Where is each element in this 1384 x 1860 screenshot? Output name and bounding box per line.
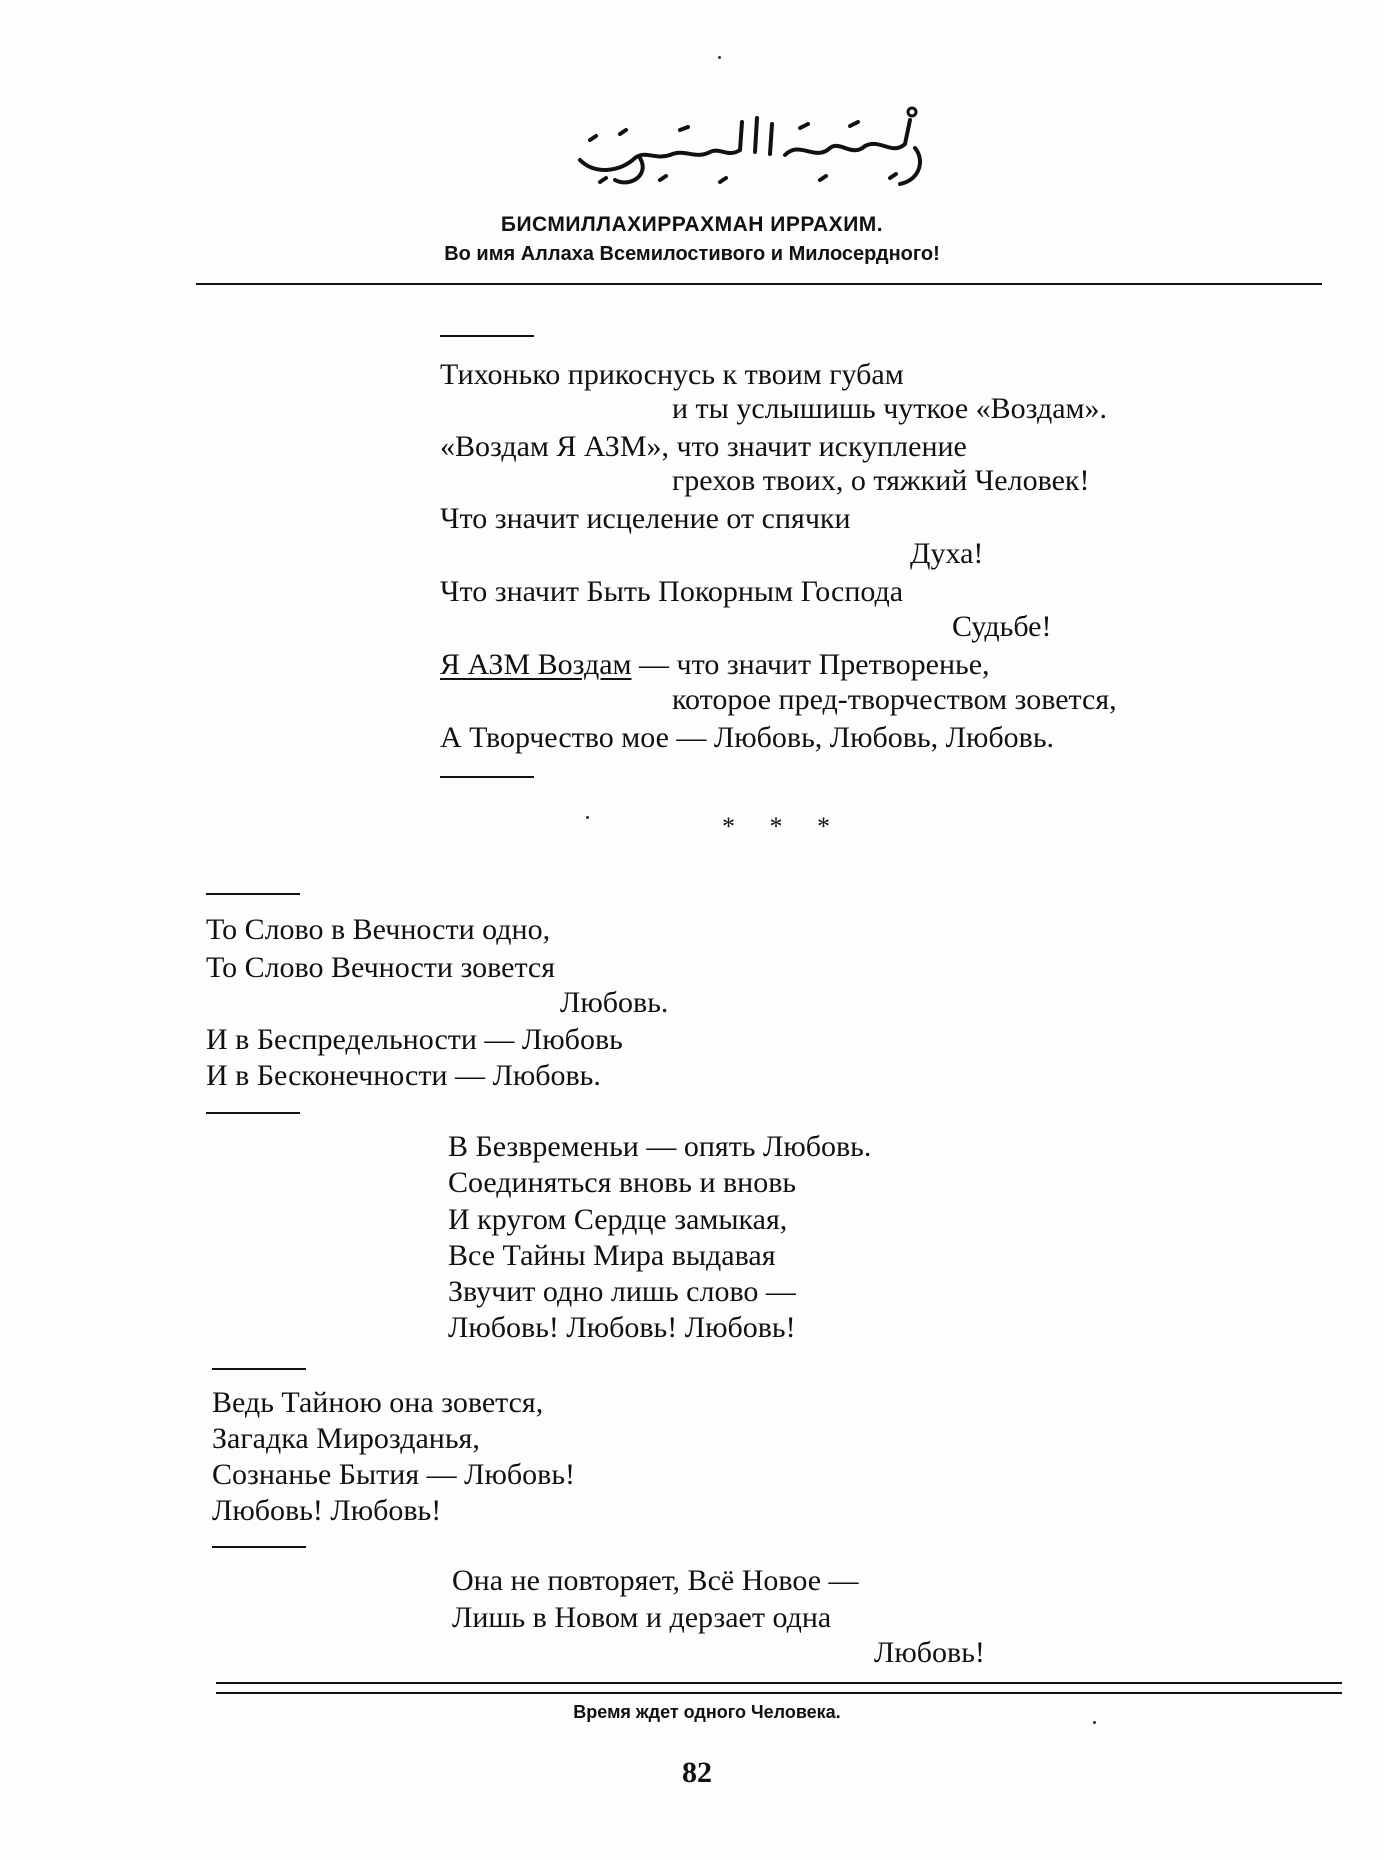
poem-line: Она не повторяет, Всё Новое — [452,1564,859,1597]
poem-line: В Безвременьи — опять Любовь. [448,1130,872,1163]
header-title: БИСМИЛЛАХИРРАХМАН ИРРАХИМ. [500,213,884,236]
poem-line: Что значит Быть Покорным Господа [440,575,904,608]
poem-line: И в Бесконечности — Любовь. [206,1059,601,1092]
poem-line: Все Тайны Мира выдавая [448,1239,776,1272]
header-divider [196,283,1322,285]
poem-line: А Творчество мое — Любовь, Любовь, Любовь. [440,721,1055,754]
poem-line: Загадка Мирозданья, [212,1422,480,1455]
bismillah-calligraphy-image [560,100,940,200]
poem-line: Любовь! Любовь! [212,1494,442,1527]
poem-line: Любовь! Любовь! Любовь! [448,1311,796,1344]
poem-line: Звучит одно лишь слово — [448,1275,796,1308]
section-separator: * * * [722,812,844,841]
running-footer: Время ждет одного Человека. [573,1702,841,1722]
poem-line-rest: — что значит Претворенье, [639,648,990,681]
poem-line: Судьбе! [952,610,1052,643]
poem-line: Духа! [910,537,984,570]
poem-line: Любовь! [874,1636,985,1669]
stanza-marker [212,1546,306,1548]
poem-line: грехов твоих, о тяжкий Человек! [672,464,1090,497]
poem-line: Любовь. [560,986,669,1019]
poem-line: И в Беспредельности — Любовь [206,1023,623,1056]
page-number: 82 [682,1756,712,1789]
poem-line: Ведь Тайною она зовется, [212,1386,544,1419]
poem-line: «Воздам Я АЗМ», что значит искупление [440,430,967,463]
poem-line: Тихонько прикоснусь к твоим губам [440,358,904,391]
footer-divider [216,1692,1342,1694]
poem-line: Лишь в Новом и дерзает одна [452,1601,832,1634]
poem-line [440,650,990,680]
poem-line: Что значит исцеление от спячки [440,502,851,535]
stanza-marker [212,1368,306,1370]
poem-line: которое пред-творчеством зовется, [672,683,1117,716]
poem-line: Соединяться вновь и вновь [448,1166,797,1199]
scan-speck [718,56,721,59]
poem-line: Сознанье Бытия — Любовь! [212,1458,575,1491]
poem-line: и ты услышишь чуткое «Воздам». [672,392,1108,425]
footer-divider [216,1682,1342,1684]
stanza-marker [440,335,534,337]
stanza-marker [440,776,534,778]
stanza-marker [206,1112,300,1114]
scan-speck [1093,1721,1096,1724]
poem-line: То Слово Вечности зовется [206,951,556,984]
header-subtitle: Во имя Аллаха Всемилостивого и Милосердного! [444,243,940,265]
scan-speck [586,816,589,819]
stanza-marker [206,893,300,895]
poem-line: И кругом Сердце замыкая, [448,1203,788,1236]
poem-line: То Слово в Вечности одно, [206,913,551,946]
underlined-phrase: Я АЗМ Воздам [440,648,632,681]
